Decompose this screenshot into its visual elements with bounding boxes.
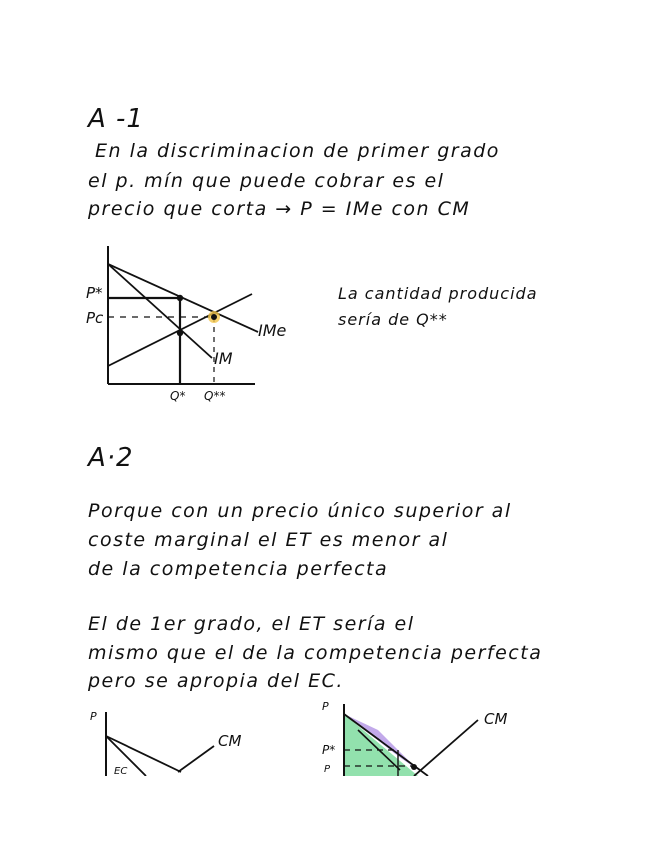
a1-line-2: el p. mín que puede cobrar es el [88,170,445,192]
heading-a1: A -1 [88,104,144,134]
a2-para2-line-2: mismo que el de la competencia perfecta [88,642,543,664]
a1-line-1: En la discriminacion de primer grado [95,140,500,162]
graph2-right-cm-label: CM [484,710,508,728]
a1-line-3: precio que corta → P = IMe con CM [88,198,471,220]
graph1-label-ime: IMe [258,321,287,340]
a2-para2-line-3: pero se apropia del EC. [88,670,344,692]
graph1-point-im [177,330,183,336]
graph1-point-pstar [177,295,183,301]
graph2-left-axis-label: P [90,710,97,723]
a2-para1-line-2: coste marginal el ET es menor al [88,529,449,551]
graph1-label-qstar: Q* [170,389,186,403]
graph2-right-axis-label: P [322,700,329,713]
graph2-left-partial: EC [114,766,128,776]
graph1-note-line-2: sería de Q** [338,310,448,329]
graph1-note-line-1: La cantidad producida [338,284,538,303]
graph2-right-cm-line [414,720,478,776]
graph1-label-pc: Pc [86,309,104,327]
a2-para2-line-1: El de 1er grado, el ET sería el [88,613,415,635]
graph2-right-point [411,764,417,770]
graph1-label-qss: Q** [204,389,226,403]
graph1-point-eq [211,314,217,320]
graph-2-left [86,706,256,776]
graph2-left-cm-label: CM [218,732,242,750]
graph2-right-pstar: P* [322,743,336,757]
a2-para1-line-1: Porque con un precio único superior al [88,500,512,522]
graph-2-right [318,700,538,776]
graph1-label-pstar: P* [86,284,103,302]
heading-a2: A·2 [88,443,134,473]
graph1-label-im: IM [214,349,233,368]
a2-para1-line-3: de la competencia perfecta [88,558,389,580]
graph2-left-cm-line [178,746,214,772]
graph-1 [80,238,320,408]
graph2-right-pc: P [324,764,331,775]
graph1-im-line [108,264,212,358]
